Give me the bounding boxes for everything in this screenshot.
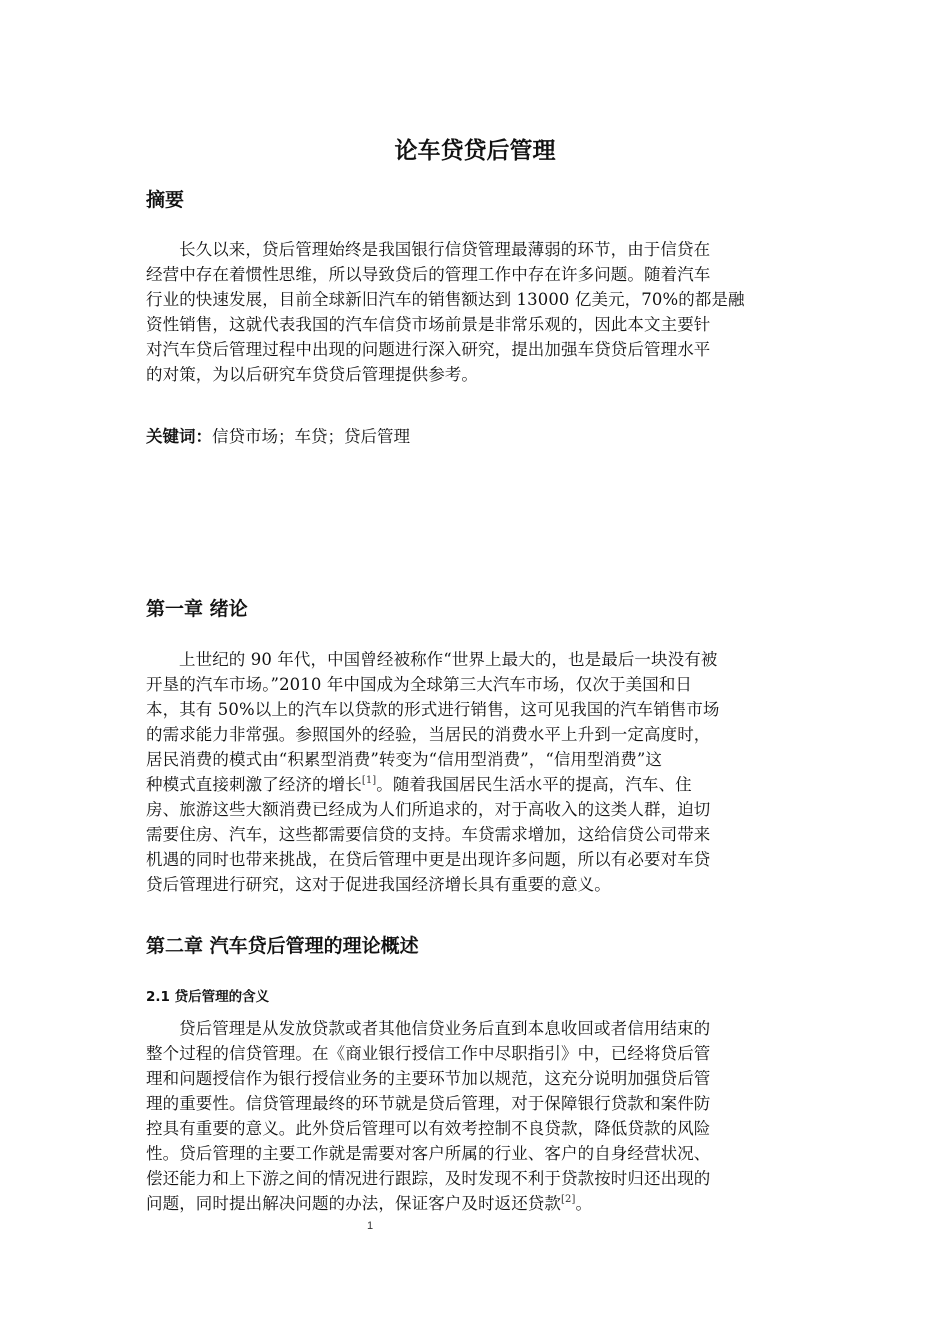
- text-line: 对汽车贷后管理过程中出现的问题进行深入研究，提出加强车贷贷后管理水平: [146, 340, 711, 359]
- text-line: 整个过程的信贷管理。在《商业银行授信工作中尽职指引》中，已经将贷后管: [146, 1044, 711, 1063]
- text-segment: 。随着我国居民生活水平的提高，汽车、住: [376, 775, 692, 794]
- keywords: [146, 424, 410, 449]
- text-line: 上世纪的 90 年代，中国曾经被称作“世界上最大的，也是最后一块没有被: [179, 650, 718, 669]
- abstract-heading: 摘要: [146, 189, 185, 211]
- text-line: 行业的快速发展，目前全球新旧汽车的销售额达到 13000 亿美元，70%的都是融: [146, 290, 745, 309]
- abstract-paragraph: [146, 237, 806, 387]
- page-number: 1: [366, 1220, 374, 1232]
- text-line: 的需求能力非常强。参照国外的经验，当居民的消费水平上升到一定高度时，: [146, 725, 711, 744]
- chapter1-heading: 第一章 绪论: [146, 598, 248, 620]
- text-line: 的对策，为以后研究车贷贷后管理提供参考。: [146, 365, 478, 384]
- chapter2-heading: 第二章 汽车贷后管理的理论概述: [146, 935, 419, 957]
- text-line: 性。贷后管理的主要工作就是需要对客户所属的行业、客户的自身经营状况、: [146, 1144, 711, 1163]
- text-line: 理的重要性。信贷管理最终的环节就是贷后管理，对于保障银行贷款和案件防: [146, 1094, 711, 1113]
- text-line: [146, 1191, 806, 1216]
- citation-marker: [1]: [361, 775, 377, 786]
- chapter1-paragraph: [146, 647, 806, 897]
- chapter2-paragraph: [146, 1016, 806, 1216]
- section-heading: 2.1 贷后管理的含义: [146, 989, 270, 1005]
- text-line: 控具有重要的意义。此外贷后管理可以有效考控制不良贷款，降低贷款的风险: [146, 1119, 711, 1138]
- keywords-text: 信贷市场；车贷；贷后管理: [212, 427, 410, 446]
- text-line: 贷后管理是从发放贷款或者其他信贷业务后直到本息收回或者信用结束的: [179, 1019, 711, 1038]
- text-line: 居民消费的模式由“积累型消费”转变为“信用型消费”，“信用型消费”这: [146, 750, 663, 769]
- text-line: 本，其有 50%以上的汽车以贷款的形式进行销售，这可见我国的汽车销售市场: [146, 700, 720, 719]
- text-segment: 种模式直接刺激了经济的增长: [146, 775, 362, 794]
- citation-marker: [2]: [561, 1194, 576, 1205]
- text-segment: 问题，同时提出解决问题的办法，保证客户及时返还贷款: [146, 1194, 561, 1213]
- text-line: 需要住房、汽车，这些都需要信贷的支持。车贷需求增加，这给信贷公司带来: [146, 825, 711, 844]
- text-line: 经营中存在着惯性思维，所以导致贷后的管理工作中存在许多问题。随着汽车: [146, 265, 711, 284]
- text-segment: 。: [575, 1194, 593, 1213]
- paper-title: 论车贷贷后管理: [394, 138, 556, 164]
- keywords-label: 关键词：: [146, 427, 212, 446]
- text-line: 开垦的汽车市场。”2010 年中国成为全球第三大汽车市场，仅次于美国和日: [146, 675, 693, 694]
- text-line: 房、旅游这些大额消费已经成为人们所追求的，对于高收入的这类人群，迫切: [146, 800, 711, 819]
- text-line: 偿还能力和上下游之间的情况进行跟踪，及时发现不利于贷款按时归还出现的: [146, 1169, 711, 1188]
- text-line: 长久以来，贷后管理始终是我国银行信贷管理最薄弱的环节，由于信贷在: [179, 240, 711, 259]
- text-line: 理和问题授信作为银行授信业务的主要环节加以规范，这充分说明加强贷后管: [146, 1069, 711, 1088]
- text-line: 资性销售，这就代表我国的汽车信贷市场前景是非常乐观的，因此本文主要针: [146, 315, 711, 334]
- text-line: [146, 772, 806, 797]
- text-line: 机遇的同时也带来挑战，在贷后管理中更是出现许多问题，所以有必要对车贷: [146, 850, 711, 869]
- text-line: 贷后管理进行研究，这对于促进我国经济增长具有重要的意义。: [146, 875, 611, 894]
